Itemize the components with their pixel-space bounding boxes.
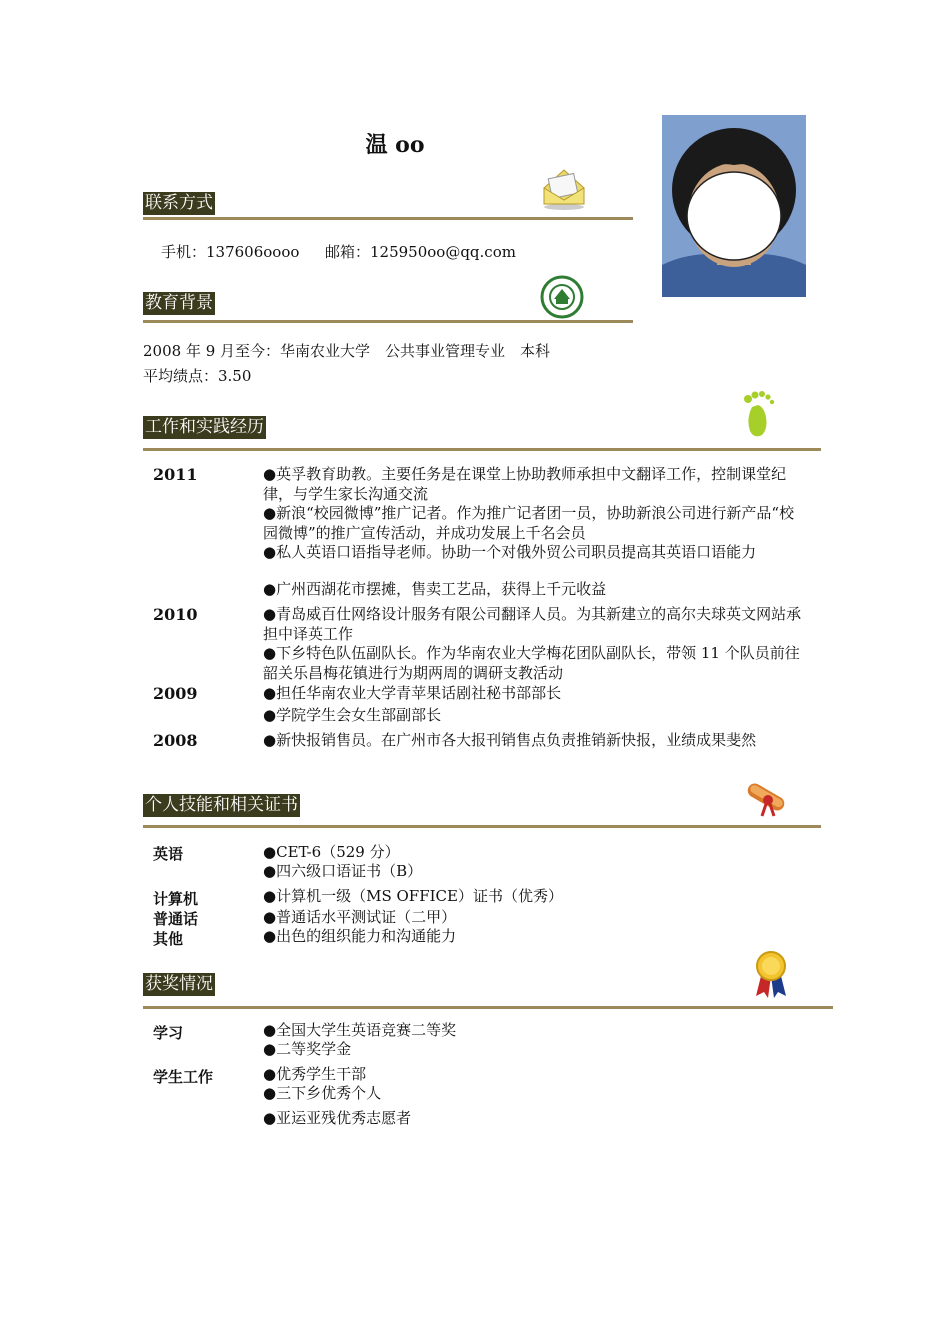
list-item: ●计算机一级（MS OFFICE）证书（优秀）: [263, 887, 563, 905]
section-title-contact: 联系方式: [145, 193, 213, 213]
list-item: ●英孚教育助教。主要任务是在课堂上协助教师承担中文翻译工作，控制课堂纪律，与学生家长沟通交流: [263, 465, 787, 503]
section-rule: [143, 1006, 833, 1009]
section-title-awards: 获奖情况: [145, 974, 213, 994]
skill-label: 普通话: [153, 910, 199, 928]
section-rule: [143, 320, 633, 323]
list-item: ●亚运亚残优秀志愿者: [263, 1109, 412, 1127]
list-item: ●广州西湖花市摆摊，售卖工艺品，获得上千元收益: [263, 580, 607, 598]
phone-text: 手机：137606oooo: [161, 243, 300, 261]
education-line: 2008 年 9 月至今：华南农业大学 公共事业管理专业 本科: [143, 342, 551, 360]
list-item: ●出色的组织能力和沟通能力: [263, 927, 457, 945]
skill-label: 英语: [153, 845, 184, 863]
email-text: 邮箱：125950oo@qq.com: [325, 243, 516, 261]
list-item: ●担任华南农业大学青苹果话剧社秘书部部长: [263, 684, 562, 702]
year-label: 2008: [153, 731, 198, 750]
list-item: ●下乡特色队伍副队长。作为华南农业大学梅花团队副队长，带领 11 个队员前往韶关乐昌梅花镇进行为期两周的调研支教活动: [263, 644, 800, 682]
skill-label: 计算机: [153, 890, 199, 908]
medal-icon: [750, 948, 792, 1004]
list-item: ●三下乡优秀个人: [263, 1084, 382, 1102]
envelope-icon: [538, 160, 590, 216]
year-label: 2011: [153, 465, 198, 484]
university-seal-icon: [540, 275, 584, 323]
year-label: 2010: [153, 605, 198, 624]
list-item: ●新浪“校园微博”推广记者。作为推广记者团一员，协助新浪公司进行新产品“校园微博”的推广宣传活动，并成功发展上千名会员: [263, 504, 795, 542]
award-label: 学习: [153, 1024, 184, 1042]
list-item: ●学院学生会女生部副部长: [263, 706, 442, 724]
skill-label: 其他: [153, 930, 184, 948]
award-label: 学生工作: [153, 1068, 214, 1086]
section-title-skills: 个人技能和相关证书: [145, 795, 298, 815]
list-item: ●青岛威百仕网络设计服务有限公司翻译人员。为其新建立的高尔夫球英文网站承担中译英工作: [263, 605, 802, 643]
list-item: ●新快报销售员。在广州市各大报刊销售点负责推销新快报，业绩成果斐然: [263, 731, 757, 749]
section-rule: [143, 217, 633, 220]
list-item: ●四六级口语证书（B）: [263, 862, 423, 880]
section-rule: [143, 448, 821, 451]
profile-photo: [662, 115, 806, 297]
year-label: 2009: [153, 684, 198, 703]
scroll-icon: [740, 778, 792, 824]
page-title: 温 oo: [365, 132, 425, 158]
list-item: ●私人英语口语指导老师。协助一个对俄外贸公司职员提高其英语口语能力: [263, 543, 757, 561]
footprint-icon: [738, 389, 778, 443]
section-title-education: 教育背景: [145, 293, 213, 313]
list-item: ●普通话水平测试证（二甲）: [263, 908, 457, 926]
list-item: ●优秀学生干部: [263, 1065, 367, 1083]
list-item: ●二等奖学金: [263, 1040, 352, 1058]
gpa-line: 平均绩点：3.50: [143, 367, 252, 385]
section-rule: [143, 825, 821, 828]
section-title-work: 工作和实践经历: [145, 417, 264, 437]
list-item: ●CET-6（529 分）: [263, 843, 400, 861]
list-item: ●全国大学生英语竞赛二等奖: [263, 1021, 457, 1039]
